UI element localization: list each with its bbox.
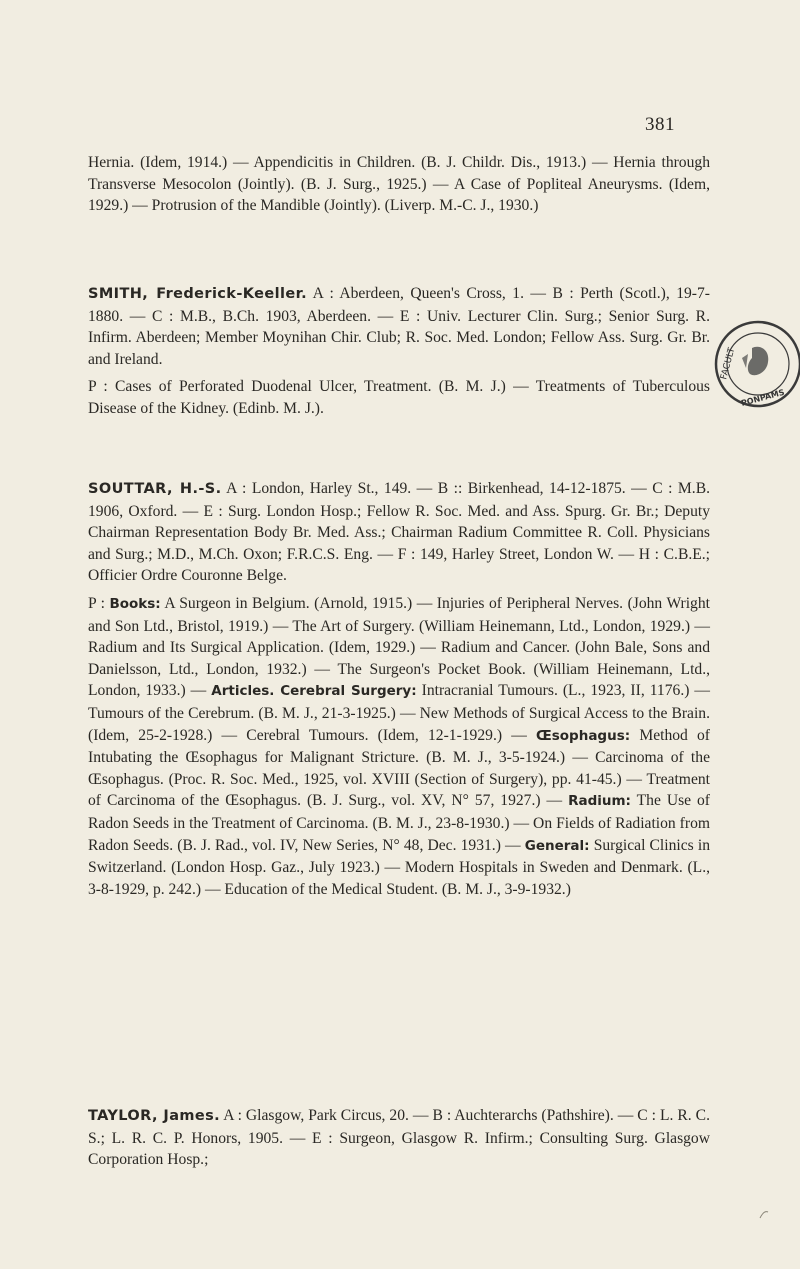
books-label: Books: [109, 595, 161, 612]
continuation-paragraph [88, 152, 710, 217]
articles-label: Articles. Cerebral Surgery: [211, 683, 417, 700]
articles-text: Intracranial Tumours. (L., 1923, II, 1176.) — Tumours of the Cerebrum. (B. M. J., 21-3-1925.) — New Methods of Surgical Access to the Brain. (Idem, 25-2-1928.) — Cerebral Tumours. (Idem, 12-1-1929.) — [88, 682, 711, 744]
entry-details: A : London, Harley St., 149. — B :: Birkenhead, 14-12-1875. — C : M.B. 1906, Oxford. — E : Surg. London Hosp.; Fellow R. Soc. Med. and Ass. Spurg. Gr. Br.; Deputy Chairman Representation Body Br. Med. Ass.; Chairman Radium Committee R. Coll. Physicians and Surg.; M.D., M.Ch. Oxon; F.R.C.S. Eng. — F : 149, Harley Street, London W. — H : C.B.E.; Officier Ordre Couronne Belge. [88, 480, 710, 585]
entry-smith [88, 283, 710, 420]
entry-details: A : Glasgow, Park Circus, 20. — B : Auchterarchs (Pathshire). — C : L. R. C. S.; L. R. C. P. Honors, 1905. — E : Surgeon, Glasgow R. Infirm.; Consulting Surg. Glasgow Corporation Hosp.; [88, 1107, 710, 1169]
margin-mark [758, 1208, 770, 1220]
books-text: A Surgeon in Belgium. (Arnold, 1915.) — Injuries of Peripheral Nerves. (John Wright and Son Ltd., Bristol, 1919.) — The Art of Surgery. (William Heinemann, Ltd., London, 1929.) — Radium and Its Surgical Application. (Idem, 1929.) — Radium and Cancer. (John Bale, Sons and Danielsson, Ltd., London, 1932.) — The Surgeon's Pocket Book. (William Heinemann, Ltd., London, 1933.) — [88, 594, 710, 700]
general-text: Surgical Clinics in Switzerland. (London Hosp. Gaz., July 1923.) — Modern Hospitals in Sweden and Denmark. (L., 3-8-1929, p. 242.) — Education of the Medical Student. (B. M. J., 3-9-1932.) [88, 836, 710, 898]
page-number: 381 [645, 114, 675, 135]
entry-souttar [88, 478, 710, 900]
radium-label: Radium: [568, 793, 631, 810]
entry-name: SMITH, Frederick-Keeller. [88, 286, 307, 302]
entry-taylor [88, 1105, 710, 1171]
radium-text: The Use of Radon Seeds in the Treatment of Carcinoma. (B. M. J., 23-8-1930.) — On Fields of Radiation from Radon Seeds. (B. J. Rad., vol. IV, New Series, N° 48, Dec. 1931.) — [88, 792, 711, 854]
stamp-text-bottom: PONPAMS [740, 387, 786, 408]
general-label: General: [524, 837, 590, 854]
entry-name: SOUTTAR, H.-S. [88, 481, 222, 497]
continuation-text: Hernia. (Idem, 1914.) — Appendicitis in Children. (B. J. Childr. Dis., 1913.) — Hernia through Transverse Mesocolon (Jointly). (B. J. Surg., 1925.) — A Case of Popliteal Aneurysms. (Idem, 1929.) — Protrusion of the Mandible (Jointly). (Liverp. M.-C. J., 1930.) [88, 154, 710, 215]
pub-prefix: P : [88, 594, 110, 612]
oesophagus-text: Method of Intubating the Œsophagus for Malignant Stricture. (B. M. J., 3-5-1924.) — Carcinoma of the Œsophagus. (Proc. R. Soc. Med., 1925, vol. XVIII (Section of Surgery), pp. 41-45.) — Treatment of Carcinoma of the Œsophagus. (B. J. Surg., vol. XV, N° 57, 1927.) — [88, 726, 710, 810]
stamp-text-top: FACULT [719, 346, 738, 381]
entry-publications: P : Cases of Perforated Duodenal Ulcer, Treatment. (B. M. J.) — Treatments of Tuberculous Disease of the Kidney. (Edinb. M. J.). [88, 378, 710, 417]
entry-details: A : Aberdeen, Queen's Cross, 1. — B : Perth (Scotl.), 19-7-1880. — C : M.B., B.Ch. 1903, Aberdeen. — E : Univ. Lecturer Clin. Surg.; Senior Surg. R. Infirm. Aberdeen; Member Moynihan Chir. Club; R. Soc. Med. London; Fellow Ass. Surg. Gr. Br. and Ireland. [88, 285, 710, 368]
entry-publications [88, 593, 710, 900]
entry-name: TAYLOR, James. [88, 1108, 221, 1124]
library-stamp [712, 318, 800, 410]
oesophagus-label: Œsophagus: [535, 727, 631, 744]
